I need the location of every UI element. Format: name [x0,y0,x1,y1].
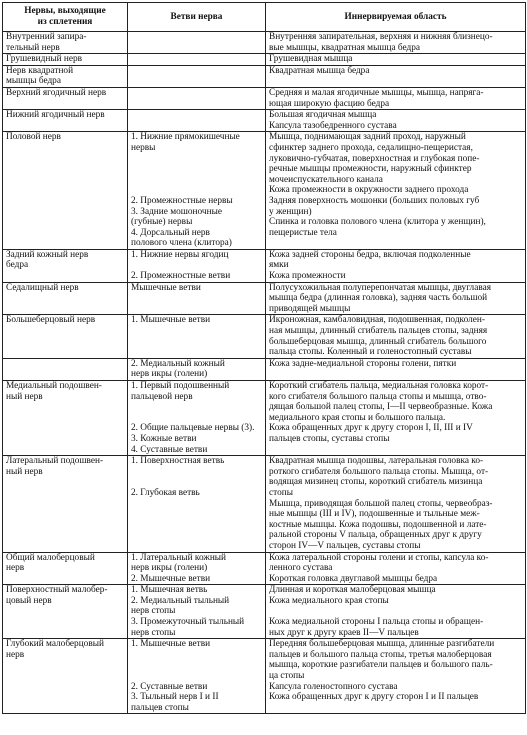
cell-line: пещеристые тела [269,227,337,238]
cell-line: Кожа обращенных друг к другу сторон I, II, III и IV [269,423,473,434]
cell-line: стопы [269,487,293,498]
cell-line: пальцевой нерв [131,391,193,402]
cell-line [269,606,522,617]
cell-line: 1. Мышечные ветви [131,639,211,650]
cell-line [131,175,262,186]
cell-line: пальцев и большого пальца стопы, третья малоберцовая [269,649,492,660]
cell-line [131,402,262,413]
cell-line: 1. Нижние нервы ягодиц [131,249,229,260]
cell-line: Половой нерв [6,132,61,143]
table-row [3,456,526,552]
cell-line: 2. Суставные ветви [131,681,208,692]
nerve-cell [3,282,128,315]
branches-cell [128,132,266,250]
cell-line: нерв стопы [131,606,176,617]
branches-cell [128,249,266,282]
branches-cell [128,381,266,456]
cell-line: Большеберцовый нерв [6,315,96,326]
cell-line: нерв [6,649,25,660]
cell-line: мышцы бедра [6,76,61,87]
cell-line: ямки [269,260,289,271]
cell-line [131,185,262,196]
cell-line: Икроножная, камбаловидная, подошвенная, подколен- [269,315,485,326]
table-row [3,381,526,456]
cell-line: 2. Медиальный кожный [131,358,225,369]
cell-line: 3. Промежуточный тыльный [131,617,245,628]
area-cell [266,249,526,282]
cell-line: медиального края стопы и большого пальца. [269,412,446,423]
cell-line: Большая ягодичная мышца [269,110,377,121]
cell-line: бедра [6,260,29,271]
cell-line: Кожа латеральной стороны голени и стопы, капсула ко- [269,552,489,563]
cell-line [131,260,262,271]
cell-line: ная мышцы, длинный сгибатель пальцев стопы, задняя [269,326,488,337]
cell-line: кого сгибателя большого пальца стопы и мышца, отво- [269,391,487,402]
area-cell [266,552,526,585]
cell-line: Грушевидный нерв [6,54,83,65]
nerve-cell [3,456,128,552]
area-cell [266,639,526,714]
cell-line [131,650,262,661]
header-line: Иннервируемая область [344,11,447,22]
branches-cell [128,315,266,358]
cell-line: 1. Латеральный кожный [131,552,227,563]
cell-line: Средняя и малая ягодичные мышцы, мышца, напряга- [269,87,484,98]
nerve-cell [3,381,128,456]
header-area [266,3,526,32]
nerve-cell [3,552,128,585]
cell-line: ющая широкую фасцию бедра [269,98,390,109]
cell-line: 2. Глубокая ветвь [131,487,200,498]
cell-line: Короткая головка двуглавой мышцы бедра [269,573,438,584]
header-nerves [3,3,128,32]
cell-line: ных друг к другу краев II—V пальцев [269,627,419,638]
cell-line [131,413,262,424]
table-row [3,315,526,358]
cell-line: Седалищный нерв [6,282,79,293]
nerve-cell [3,585,128,639]
cell-line: Нижний ягодичный нерв [6,110,105,121]
cell-line: нерв [6,563,25,574]
document-page [0,2,527,735]
area-cell [266,381,526,456]
cell-line: Глубокий малоберцовый [6,639,104,650]
table-row [3,282,526,315]
header-line: Ветви нерва [170,11,223,22]
cell-line [131,467,262,478]
nerve-cell [3,110,128,132]
cell-line: у женщин) [269,206,312,217]
branches-cell [128,54,266,66]
cell-line: дящая большой палец стопы, I—II червеобразные. Кожа [269,402,493,413]
area-cell [266,87,526,109]
cell-line: ца стопы [269,671,305,682]
cell-line: ные мышцы (III и IV), подошвенные и тыльные меж- [269,509,480,520]
cell-line: Кожа медиального края стопы [269,595,389,606]
cell-line: ральной стороны V пальца, обращенных друг к другу [269,530,482,541]
cell-line: костные мышцы. Кожа подошвы, подошвенной и лате- [269,519,487,530]
cell-line: цовый нерв [6,595,52,606]
branches-cell [128,639,266,714]
nerves-table [2,2,526,714]
branches-cell [128,32,266,54]
area-cell [266,32,526,54]
area-cell [266,456,526,552]
table-row [3,65,526,87]
cell-line: Длинная и короткая малоберцовая мышца [269,585,436,596]
nerve-cell [3,358,128,380]
area-cell [266,65,526,87]
branches-cell [128,110,266,132]
table-row [3,552,526,585]
cell-line: Кожа обращенных друг к другу сторон I и II пальцев [269,692,479,703]
cell-line: Мышечные ветви [131,282,201,293]
area-cell [266,282,526,315]
cell-line: Кожа промежности [269,271,346,282]
branches-cell [128,87,266,109]
nerve-cell [3,132,128,250]
area-cell [266,110,526,132]
cell-line: роткого сгибателя большого пальца стопы. Мышца, от- [269,466,489,477]
table-header-row [3,3,526,32]
cell-line: сторон IV—V пальцев, суставы стопы [269,540,421,551]
cell-line: ный нерв [6,466,43,477]
cell-line: тельный нерв [6,42,60,53]
cell-line: Грушевидная мышца [269,54,353,65]
cell-line: ный нерв [6,391,43,402]
cell-line: сфинктер заднего прохода, седалищно-пещеристая, [269,142,473,153]
cell-line: Кожа задней стороны бедра, включая подколенные [269,249,471,260]
branches-cell [128,456,266,552]
branches-cell [128,585,266,639]
cell-line: 2. Промежностные нервы [131,195,233,206]
table-row [3,32,526,54]
cell-line: (губные) нервы [131,217,193,228]
cell-line: Короткий сгибатель пальца, медиальная головка корот- [269,381,489,391]
table-row [3,132,526,250]
cell-line: 2. Общие пальцевые нервы (3). [131,423,255,434]
cell-line: Внутренний запира- [6,32,87,42]
branches-cell [128,65,266,87]
cell-line: мышца бедра (длинная головка), задняя часть большой [269,293,488,304]
area-cell [266,585,526,639]
nerve-cell [3,87,128,109]
cell-line: Кожа промежности в окружности заднего прохода [269,185,469,196]
table-row [3,87,526,109]
cell-line: нерв стопы [131,627,176,638]
cell-line: Поверхностный малобер- [6,585,108,596]
cell-line: Квадратная мышца подошвы, латеральная головка ко- [269,456,484,467]
nerve-cell [3,65,128,87]
cell-line: Полусухожильная полуперепончатая мышцы, двуглавая [269,282,491,293]
cell-line: 3. Тыльный нерв I и II [131,692,219,703]
area-cell [266,132,526,250]
cell-line: Кожа медиальной стороны I пальца стопы и обращен- [269,617,484,628]
cell-line: 1. Нижние прямокишечные [131,132,240,143]
cell-line: 1. Мышечные ветви [131,315,211,326]
cell-line [131,660,262,671]
cell-line: пальцев стопы, суставы стопы [269,433,390,444]
cell-line: вые мышцы, квадратная мышца бедра [269,42,421,53]
nerve-cell [3,249,128,282]
table-row [3,585,526,639]
table-row [3,249,526,282]
table-row [3,358,526,380]
cell-line: Капсула голеностопного сустава [269,681,398,692]
cell-line: полового члена (клитора) [131,238,232,249]
cell-line: Задняя поверхность мошонки (больших половых губ [269,195,480,206]
cell-line: нервы [131,142,156,153]
cell-line: 4. Дорсальный нерв [131,227,210,238]
cell-line: пальца стопы. Коленный и голеностопный суставы [269,347,472,358]
cell-line [131,164,262,175]
cell-line: нерв икры (голени) [131,563,208,574]
cell-line: нерв икры (голени) [131,369,208,380]
branches-cell [128,552,266,585]
cell-line: 2. Промежностные ветви [131,271,231,282]
nerve-cell [3,315,128,358]
header-branches [128,3,266,32]
cell-line: луковично-губчатая, поверхностная и глубокая попе- [269,153,480,164]
cell-line: Передняя большеберцовая мышца, длинные разгибатели [269,639,495,650]
cell-line: Медиальный подошвен- [6,381,102,391]
header-line: из сплетения [37,17,93,27]
cell-line [131,671,262,682]
cell-line: 1. Мышечная ветвь [131,585,208,596]
table-row [3,110,526,132]
cell-line: Общий малоберцовый [6,552,95,563]
cell-line: Квадратная мышца бедра [269,65,370,76]
cell-line: мышца, короткие разгибатели пальцев и большого паль- [269,660,493,671]
cell-line: Верхний ягодичный нерв [6,87,107,98]
cell-line: речные мышцы промежности, наружный сфинктер [269,164,472,175]
cell-line: Мышца, поднимающая задний проход, наружный [269,132,466,143]
area-cell [266,315,526,358]
header-line: Нервы, выходящие [24,6,106,17]
cell-line: 3. Задние мошоночные [131,206,222,217]
cell-line [131,154,262,165]
cell-line: Латеральный подошвен- [6,456,104,467]
cell-line: приводящей мышцы [269,303,351,314]
cell-line: Задний кожный нерв [6,249,89,260]
cell-line [131,477,262,488]
cell-line: Кожа задне-медиальной стороны голени, пятки [269,358,457,369]
cell-line: Спинка и головка полового члена (клитора у женщин), [269,217,486,228]
cell-line: пальцев стопы [131,702,189,713]
cell-line: 3. Кожные ветви [131,433,197,444]
cell-line: ленного сустава [269,563,333,574]
cell-line: 4. Суставные ветви [131,444,208,455]
cell-line: Внутренняя запирательная, верхняя и нижняя близнецо- [269,32,493,42]
table-row [3,639,526,714]
nerve-cell [3,32,128,54]
cell-line: Нерв квадратной [6,65,74,76]
branches-cell [128,282,266,315]
branches-cell [128,358,266,380]
area-cell [266,54,526,66]
table-body [3,32,526,714]
cell-line: 1. Поверхностная ветвь [131,456,225,467]
cell-line: 2. Мышечные ветви [131,573,211,584]
cell-line: 2. Медиальный тыльный [131,595,230,606]
cell-line: водящая мизинец стопы, короткий сгибатель мизинца [269,477,483,488]
cell-line: Капсула тазобедренного сустава [269,120,397,131]
table-row [3,54,526,66]
nerve-cell [3,54,128,66]
cell-line: Мышца, приводящая большой палец стопы, червеобраз- [269,498,493,509]
cell-line: 1. Первый подошвенный [131,381,230,391]
nerve-cell [3,639,128,714]
cell-line: мочеиспускательного канала [269,174,383,185]
area-cell [266,358,526,380]
cell-line: большеберцовая мышца, длинный сгибатель большого [269,336,487,347]
